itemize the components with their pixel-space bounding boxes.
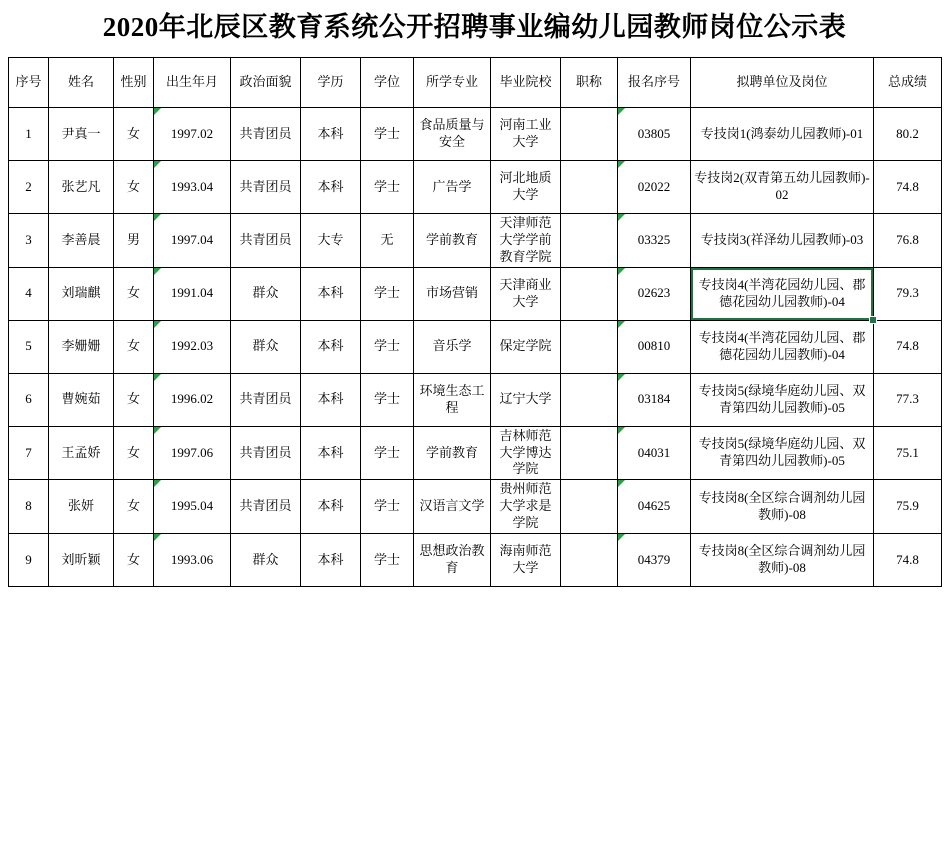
cell-r8-c5[interactable]: 本科 bbox=[301, 480, 361, 534]
cell-r4-c7[interactable]: 市场营销 bbox=[414, 267, 491, 320]
cell-r7-c6[interactable]: 学士 bbox=[361, 426, 414, 480]
cell-r4-c6[interactable]: 学士 bbox=[361, 267, 414, 320]
spreadsheet-page bbox=[0, 8, 949, 854]
table-row-1 bbox=[9, 108, 942, 161]
cell-r6-c1[interactable]: 曹婉茹 bbox=[49, 373, 114, 426]
column-header-4[interactable]: 政治面貌 bbox=[231, 58, 301, 108]
cell-r6-c5[interactable]: 本科 bbox=[301, 373, 361, 426]
cell-r8-c7[interactable]: 汉语言文学 bbox=[414, 480, 491, 534]
cell-r6-c9[interactable] bbox=[561, 373, 618, 426]
cell-r9-c7[interactable]: 思想政治教育 bbox=[414, 534, 491, 587]
cell-r5-c10[interactable]: 00810 bbox=[618, 320, 691, 373]
cell-r8-c1[interactable]: 张妍 bbox=[49, 480, 114, 534]
cell-r2-c4[interactable]: 共青团员 bbox=[231, 161, 301, 214]
cell-r9-c8[interactable]: 海南师范大学 bbox=[491, 534, 561, 587]
cell-r7-c4[interactable]: 共青团员 bbox=[231, 426, 301, 480]
cell-r5-c11[interactable]: 专技岗4(半湾花园幼儿园、郡德花园幼儿园教师)-04 bbox=[691, 320, 874, 373]
cell-r7-c12[interactable]: 75.1 bbox=[874, 426, 942, 480]
cell-r2-c6[interactable]: 学士 bbox=[361, 161, 414, 214]
cell-r7-c7[interactable]: 学前教育 bbox=[414, 426, 491, 480]
cell-r2-c7[interactable]: 广告学 bbox=[414, 161, 491, 214]
cell-r9-c2[interactable]: 女 bbox=[114, 534, 154, 587]
cell-r9-c1[interactable]: 刘昕颖 bbox=[49, 534, 114, 587]
table-row-8 bbox=[9, 480, 942, 534]
cell-r9-c11[interactable]: 专技岗8(全区综合调剂幼儿园教师)-08 bbox=[691, 534, 874, 587]
column-header-10[interactable]: 报名序号 bbox=[618, 58, 691, 108]
column-header-11[interactable]: 拟聘单位及岗位 bbox=[691, 58, 874, 108]
table-row-6 bbox=[9, 373, 942, 426]
cell-r3-c6[interactable]: 无 bbox=[361, 214, 414, 268]
cell-r3-c12[interactable]: 76.8 bbox=[874, 214, 942, 268]
cell-r3-c2[interactable]: 男 bbox=[114, 214, 154, 268]
cell-r4-c4[interactable]: 群众 bbox=[231, 267, 301, 320]
cell-r1-c2[interactable]: 女 bbox=[114, 108, 154, 161]
cell-r4-c9[interactable] bbox=[561, 267, 618, 320]
cell-r6-c2[interactable]: 女 bbox=[114, 373, 154, 426]
column-header-8[interactable]: 毕业院校 bbox=[491, 58, 561, 108]
cell-r7-c0[interactable]: 7 bbox=[9, 426, 49, 480]
cell-r4-c12[interactable]: 79.3 bbox=[874, 267, 942, 320]
cell-r7-c1[interactable]: 王孟娇 bbox=[49, 426, 114, 480]
cell-r8-c2[interactable]: 女 bbox=[114, 480, 154, 534]
column-header-12[interactable]: 总成绩 bbox=[874, 58, 942, 108]
cell-r3-c9[interactable] bbox=[561, 214, 618, 268]
cell-r6-c6[interactable]: 学士 bbox=[361, 373, 414, 426]
table-row-3 bbox=[9, 214, 942, 268]
cell-r6-c8[interactable]: 辽宁大学 bbox=[491, 373, 561, 426]
cell-r5-c9[interactable] bbox=[561, 320, 618, 373]
cell-r5-c12[interactable]: 74.8 bbox=[874, 320, 942, 373]
column-header-6[interactable]: 学位 bbox=[361, 58, 414, 108]
cell-r5-c4[interactable]: 群众 bbox=[231, 320, 301, 373]
cell-r6-c10[interactable]: 03184 bbox=[618, 373, 691, 426]
cell-r3-c8[interactable]: 天津师范大学学前教育学院 bbox=[491, 214, 561, 268]
cell-r7-c11[interactable]: 专技岗5(绿境华庭幼儿园、双青第四幼儿园教师)-05 bbox=[691, 426, 874, 480]
column-header-7[interactable]: 所学专业 bbox=[414, 58, 491, 108]
cell-r4-c1[interactable]: 刘瑞麒 bbox=[49, 267, 114, 320]
cell-r5-c7[interactable]: 音乐学 bbox=[414, 320, 491, 373]
column-header-0[interactable]: 序号 bbox=[9, 58, 49, 108]
cell-r5-c0[interactable]: 5 bbox=[9, 320, 49, 373]
table-header-row bbox=[9, 58, 942, 108]
table-row-5 bbox=[9, 320, 942, 373]
cell-r3-c0[interactable]: 3 bbox=[9, 214, 49, 268]
column-header-5[interactable]: 学历 bbox=[301, 58, 361, 108]
cell-r4-c5[interactable]: 本科 bbox=[301, 267, 361, 320]
cell-r4-c2[interactable]: 女 bbox=[114, 267, 154, 320]
cell-r1-c5[interactable]: 本科 bbox=[301, 108, 361, 161]
table-row-9 bbox=[9, 534, 942, 587]
cell-r3-c3[interactable]: 1997.04 bbox=[154, 214, 231, 268]
cell-r8-c9[interactable] bbox=[561, 480, 618, 534]
column-header-3[interactable]: 出生年月 bbox=[154, 58, 231, 108]
table-row-7 bbox=[9, 426, 942, 480]
cell-r3-c7[interactable]: 学前教育 bbox=[414, 214, 491, 268]
cell-r6-c0[interactable]: 6 bbox=[9, 373, 49, 426]
cell-r8-c12[interactable]: 75.9 bbox=[874, 480, 942, 534]
cell-r6-c11[interactable]: 专技岗5(绿境华庭幼儿园、双青第四幼儿园教师)-05 bbox=[691, 373, 874, 426]
page-title: 2020年北辰区教育系统公开招聘事业编幼儿园教师岗位公示表 bbox=[102, 12, 847, 42]
cell-r4-c8[interactable]: 天津商业大学 bbox=[491, 267, 561, 320]
cell-r3-c4[interactable]: 共青团员 bbox=[231, 214, 301, 268]
cell-r9-c9[interactable] bbox=[561, 534, 618, 587]
cell-r4-c11[interactable]: 专技岗4(半湾花园幼儿园、郡德花园幼儿园教师)-04 bbox=[691, 267, 874, 320]
cell-r1-c4[interactable]: 共青团员 bbox=[231, 108, 301, 161]
recruitment-table bbox=[8, 57, 942, 587]
column-header-9[interactable]: 职称 bbox=[561, 58, 618, 108]
table-row-2 bbox=[9, 161, 942, 214]
cell-r8-c3[interactable]: 1995.04 bbox=[154, 480, 231, 534]
column-header-1[interactable]: 姓名 bbox=[49, 58, 114, 108]
column-header-2[interactable]: 性别 bbox=[114, 58, 154, 108]
cell-r6-c12[interactable]: 77.3 bbox=[874, 373, 942, 426]
cell-r2-c0[interactable]: 2 bbox=[9, 161, 49, 214]
cell-r5-c5[interactable]: 本科 bbox=[301, 320, 361, 373]
cell-r3-c10[interactable]: 03325 bbox=[618, 214, 691, 268]
cell-r2-c10[interactable]: 02022 bbox=[618, 161, 691, 214]
cell-r3-c11[interactable]: 专技岗3(祥泽幼儿园教师)-03 bbox=[691, 214, 874, 268]
cell-r2-c9[interactable] bbox=[561, 161, 618, 214]
cell-r2-c12[interactable]: 74.8 bbox=[874, 161, 942, 214]
cell-r8-c6[interactable]: 学士 bbox=[361, 480, 414, 534]
cell-r9-c10[interactable]: 04379 bbox=[618, 534, 691, 587]
cell-r9-c3[interactable]: 1993.06 bbox=[154, 534, 231, 587]
cell-r9-c0[interactable]: 9 bbox=[9, 534, 49, 587]
cell-r9-c4[interactable]: 群众 bbox=[231, 534, 301, 587]
cell-r1-c0[interactable]: 1 bbox=[9, 108, 49, 161]
cell-r7-c8[interactable]: 吉林师范大学博达学院 bbox=[491, 426, 561, 480]
cell-r7-c10[interactable]: 04031 bbox=[618, 426, 691, 480]
cell-r7-c9[interactable] bbox=[561, 426, 618, 480]
cell-r9-c6[interactable]: 学士 bbox=[361, 534, 414, 587]
cell-r5-c3[interactable]: 1992.03 bbox=[154, 320, 231, 373]
cell-r4-c10[interactable]: 02623 bbox=[618, 267, 691, 320]
cell-r1-c8[interactable]: 河南工业大学 bbox=[491, 108, 561, 161]
cell-r3-c5[interactable]: 大专 bbox=[301, 214, 361, 268]
cell-r2-c3[interactable]: 1993.04 bbox=[154, 161, 231, 214]
cell-r2-c1[interactable]: 张艺凡 bbox=[49, 161, 114, 214]
table-row-4 bbox=[9, 267, 942, 320]
cell-r5-c8[interactable]: 保定学院 bbox=[491, 320, 561, 373]
cell-r5-c6[interactable]: 学士 bbox=[361, 320, 414, 373]
cell-r8-c11[interactable]: 专技岗8(全区综合调剂幼儿园教师)-08 bbox=[691, 480, 874, 534]
cell-r1-c1[interactable]: 尹真一 bbox=[49, 108, 114, 161]
table-body bbox=[9, 108, 942, 587]
cell-r2-c5[interactable]: 本科 bbox=[301, 161, 361, 214]
cell-r2-c11[interactable]: 专技岗2(双青第五幼儿园教师)-02 bbox=[691, 161, 874, 214]
cell-r8-c0[interactable]: 8 bbox=[9, 480, 49, 534]
cell-r7-c2[interactable]: 女 bbox=[114, 426, 154, 480]
cell-r8-c8[interactable]: 贵州师范大学求是学院 bbox=[491, 480, 561, 534]
cell-r8-c4[interactable]: 共青团员 bbox=[231, 480, 301, 534]
cell-r6-c3[interactable]: 1996.02 bbox=[154, 373, 231, 426]
cell-r9-c5[interactable]: 本科 bbox=[301, 534, 361, 587]
cell-r7-c5[interactable]: 本科 bbox=[301, 426, 361, 480]
cell-r1-c9[interactable] bbox=[561, 108, 618, 161]
cell-r7-c3[interactable]: 1997.06 bbox=[154, 426, 231, 480]
cell-r1-c11[interactable]: 专技岗1(鸿泰幼儿园教师)-01 bbox=[691, 108, 874, 161]
cell-r1-c3[interactable]: 1997.02 bbox=[154, 108, 231, 161]
cell-r1-c10[interactable]: 03805 bbox=[618, 108, 691, 161]
cell-r4-c0[interactable]: 4 bbox=[9, 267, 49, 320]
cell-r3-c1[interactable]: 李善晨 bbox=[49, 214, 114, 268]
cell-r1-c7[interactable]: 食品质量与安全 bbox=[414, 108, 491, 161]
cell-r6-c4[interactable]: 共青团员 bbox=[231, 373, 301, 426]
cell-r5-c1[interactable]: 李姗姗 bbox=[49, 320, 114, 373]
cell-r2-c2[interactable]: 女 bbox=[114, 161, 154, 214]
cell-r6-c7[interactable]: 环境生态工程 bbox=[414, 373, 491, 426]
cell-r5-c2[interactable]: 女 bbox=[114, 320, 154, 373]
cell-r8-c10[interactable]: 04625 bbox=[618, 480, 691, 534]
cell-r2-c8[interactable]: 河北地质大学 bbox=[491, 161, 561, 214]
cell-r4-c3[interactable]: 1991.04 bbox=[154, 267, 231, 320]
cell-r1-c6[interactable]: 学士 bbox=[361, 108, 414, 161]
cell-r1-c12[interactable]: 80.2 bbox=[874, 108, 942, 161]
cell-r9-c12[interactable]: 74.8 bbox=[874, 534, 942, 587]
